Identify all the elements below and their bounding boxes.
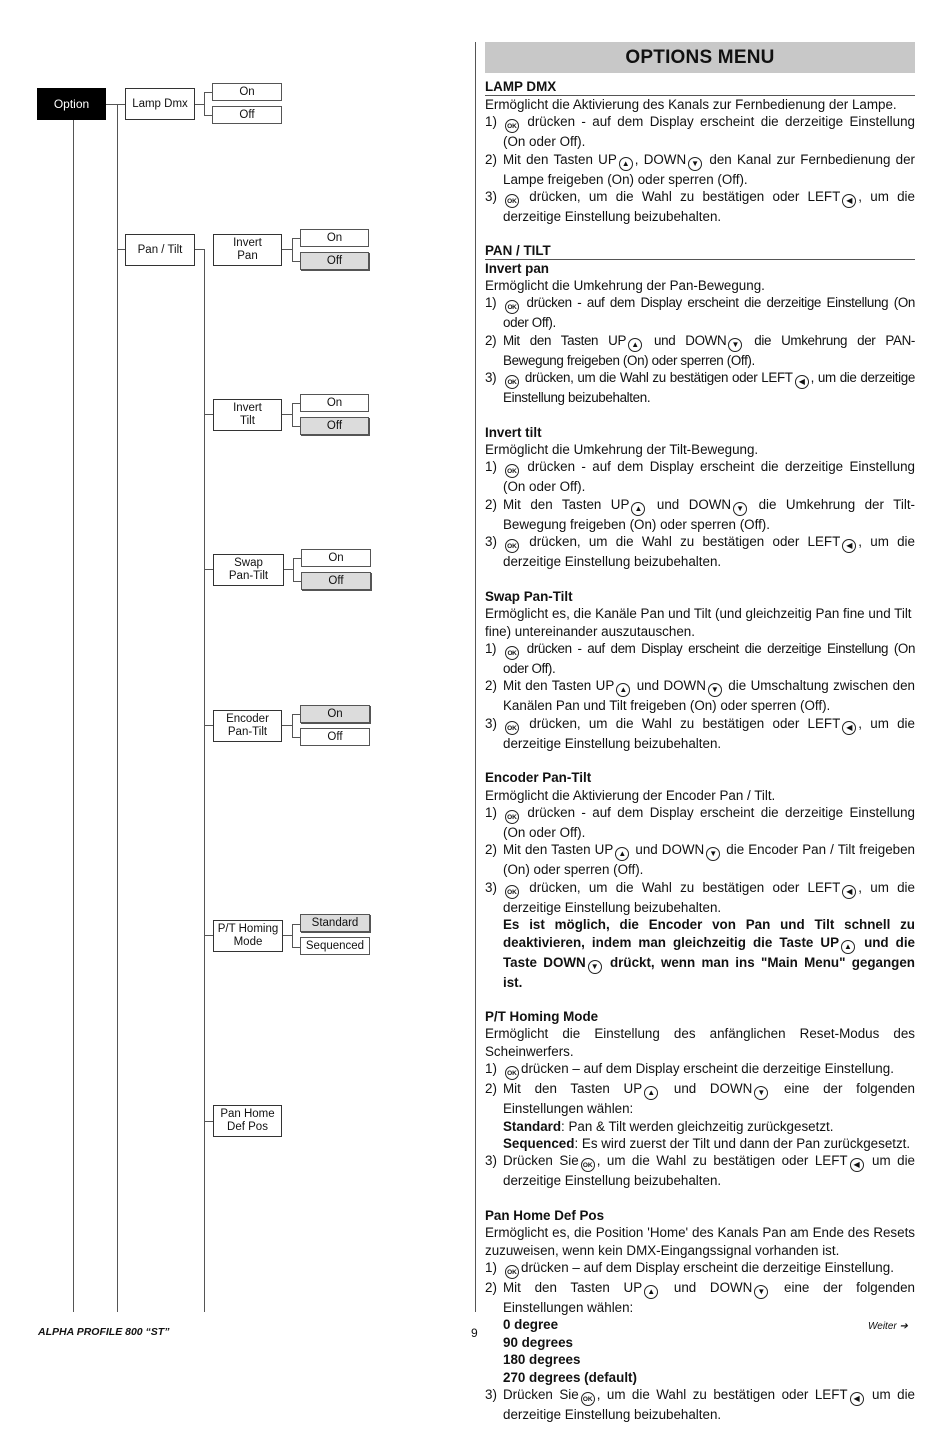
tree-line	[106, 104, 126, 105]
ok-button-icon: OK	[505, 885, 519, 899]
left-arrow-icon: ◀	[842, 539, 856, 553]
section-invert-tilt	[485, 424, 915, 571]
up-arrow-icon: ▲	[615, 847, 629, 861]
up-arrow-icon: ▲	[619, 157, 633, 171]
step: 2) Mit den Tasten UP ▲ und DOWN ▼ eine der folgenden Einstellungen wählen: 0 degree 90 degrees 180 degrees 270 degrees (default)	[485, 1280, 915, 1385]
down-arrow-icon: ▼	[754, 1285, 768, 1299]
option-homing-standard: Standard	[300, 914, 370, 932]
tree-line	[73, 120, 74, 1312]
step: 1) OK drücken – auf dem Display erscheint die derzeitige Einstellung.	[485, 1060, 915, 1080]
tree-line	[204, 249, 205, 1312]
footer-continue: Weiter ➔	[868, 1321, 908, 1332]
menu-tree	[0, 0, 470, 1353]
section-pt-homing-mode	[485, 1008, 915, 1190]
step: 3) OK drücken, um die Wahl zu bestätigen oder LEFT ◀ , um die derzeitige Einstellung beizubehalten.	[485, 534, 915, 570]
ok-button-icon: OK	[505, 300, 519, 314]
menu-title: OPTIONS MENU	[485, 42, 915, 73]
down-arrow-icon: ▼	[708, 683, 722, 697]
option-swap-off: Off	[301, 572, 371, 590]
section-heading: LAMP DMX	[485, 79, 915, 96]
tree-line	[292, 714, 293, 738]
step: 2) Mit den Tasten UP ▲ und DOWN ▼ eine der folgenden Einstellungen wählen: Standard: Pan & Tilt werden gleichzeitig zurückgesetzt. Sequenced: Es wird zuerst der Tilt und dann der Pan zurückgesetzt.	[485, 1081, 915, 1151]
option-invert-tilt-off: Off	[300, 417, 369, 435]
section-lamp-dmx	[485, 79, 915, 226]
tree-line	[292, 924, 293, 948]
ok-button-icon: OK	[581, 1158, 595, 1172]
ok-button-icon: OK	[505, 1265, 519, 1279]
step: 2) Mit den Tasten UP ▲ und DOWN ▼ die Umschaltung zwischen den Kanälen Pan und Tilt freigeben (On) oder sperren (Off).	[485, 678, 915, 714]
subsection-heading: Swap Pan-Tilt	[485, 588, 573, 604]
step: 1) OK drücken - auf dem Display erscheint die derzeitige Einstellung (On oder Off).	[485, 804, 915, 840]
ok-button-icon: OK	[505, 1066, 519, 1080]
section-intro: Ermöglicht die Umkehrung der Tilt-Bewegung.	[485, 442, 759, 458]
tree-line	[293, 558, 294, 582]
down-arrow-icon: ▼	[588, 960, 602, 974]
left-arrow-icon: ◀	[850, 1392, 864, 1406]
encoder-note: Es ist möglich, die Encoder von Pan und Tilt schnell zu deaktivieren, indem man gleichzeitig die Taste UP ▲ und die Taste DOWN ▼ drückt, wenn man ins "Main Menu" gegangen ist.	[503, 917, 916, 990]
tree-node-pan-tilt: Pan / Tilt	[125, 234, 195, 266]
step: 3) OK drücken, um die Wahl zu bestätigen oder LEFT ◀ , um die derzeitige Einstellung beizubehalten.	[485, 189, 915, 225]
tree-line	[204, 1121, 213, 1122]
step: 1) OK drücken - auf dem Display erscheint die derzeitige Einstellung (On oder Off).	[485, 459, 915, 495]
ok-button-icon: OK	[581, 1392, 595, 1406]
left-arrow-icon: ◀	[842, 721, 856, 735]
section-intro: Ermöglicht die Aktivierung der Encoder Pan / Tilt.	[485, 787, 776, 803]
subsection-heading: Pan Home Def Pos	[485, 1207, 605, 1223]
tree-line	[204, 725, 213, 726]
column-divider	[475, 42, 476, 1312]
option-encoder-on: On	[300, 705, 370, 723]
step: 2) Mit den Tasten UP ▲ , DOWN ▼ den Kanal zur Fernbedienung der Lampe freigeben (On) oder sperren (Off).	[485, 151, 915, 187]
step: 3) Drücken Sie OK , um die Wahl zu bestätigen oder LEFT ◀ um die derzeitige Einstellung beizubehalten.	[485, 1387, 915, 1423]
footer-product-name: ALPHA PROFILE 800 “ST”	[38, 1326, 170, 1338]
step: 3) OK drücken, um die Wahl zu bestätigen oder LEFT ◀ , um die derzeitige Einstellung beizubehalten.	[485, 715, 915, 751]
tree-line	[292, 238, 293, 262]
section-invert-pan	[485, 243, 915, 407]
ok-button-icon: OK	[505, 539, 519, 553]
step: 3) Drücken Sie OK , um die Wahl zu bestätigen oder LEFT ◀ um die derzeitige Einstellung beizubehalten.	[485, 1153, 915, 1189]
ok-button-icon: OK	[505, 375, 519, 389]
section-pan-home-def-pos	[485, 1207, 915, 1424]
section-intro: Ermöglicht die Aktivierung des Kanals zur Fernbedienung der Lampe.	[485, 97, 897, 112]
step: 2) Mit den Tasten UP ▲ und DOWN ▼ die Encoder Pan / Tilt freigeben (On) oder sperren (Off).	[485, 842, 915, 878]
subsection-heading: P/T Homing Mode	[485, 1008, 599, 1024]
left-arrow-icon: ◀	[850, 1158, 864, 1172]
up-arrow-icon: ▲	[841, 940, 855, 954]
section-swap-pan-tilt	[485, 588, 915, 752]
section-intro: Ermöglicht es, die Position 'Home' des Kanals Pan am Ende des Resets zuzuweisen, wenn kein DMX-Eingangssignal vorhanden ist.	[485, 1225, 915, 1258]
tree-line	[292, 403, 293, 427]
subsection-heading: Invert pan	[485, 260, 549, 276]
ok-button-icon: OK	[505, 646, 519, 660]
page-number: 9	[471, 1326, 478, 1340]
option-invert-pan-off: Off	[300, 252, 369, 270]
option-lamp-off: Off	[212, 106, 282, 124]
ok-button-icon: OK	[505, 810, 519, 824]
ok-button-icon: OK	[505, 464, 519, 478]
subsection-heading: Invert tilt	[485, 424, 542, 440]
left-arrow-icon: ◀	[842, 885, 856, 899]
ok-button-icon: OK	[505, 119, 519, 133]
option-lamp-on: On	[212, 83, 282, 101]
section-encoder-pan-tilt	[485, 769, 915, 991]
section-heading: PAN / TILT	[485, 243, 915, 260]
option-invert-pan-on: On	[300, 229, 369, 247]
step: 3) OK drücken, um die Wahl zu bestätigen oder LEFT ◀ , um die derzeitige Einstellung beizubehalten. Es ist möglich, die Encoder von Pan und Tilt schnell zu deaktivieren, indem man gleichzeitig die Taste UP ▲ und die Taste DOWN ▼ drückt, wenn man ins "Main Menu" gegangen ist.	[485, 879, 916, 990]
option-invert-tilt-on: On	[300, 394, 369, 412]
step: 1) OK drücken - auf dem Display erscheint die derzeitige Einstellung (On oder Off).	[485, 295, 915, 331]
left-arrow-icon: ◀	[795, 375, 809, 389]
ok-button-icon: OK	[505, 194, 519, 208]
tree-node-invert-pan: Invert Pan	[213, 234, 282, 266]
tree-line	[204, 935, 213, 936]
tree-root-option: Option	[37, 88, 106, 120]
section-intro: Ermöglicht es, die Kanäle Pan und Tilt (und gleichzeitig Pan fine und Tilt fine) untereinander auszutauschen.	[485, 606, 912, 639]
tree-node-swap-pan-tilt: Swap Pan-Tilt	[213, 554, 284, 586]
section-intro: Ermöglicht die Umkehrung der Pan-Bewegung.	[485, 278, 765, 294]
tree-node-encoder-pan-tilt: Encoder Pan-Tilt	[213, 710, 282, 742]
tree-line	[204, 569, 213, 570]
step: 2) Mit den Tasten UP ▲ und DOWN ▼ die Umkehrung der PAN-Bewegung freigeben (On) oder sperren (Off).	[485, 332, 915, 368]
down-arrow-icon: ▼	[754, 1086, 768, 1100]
option-homing-sequenced: Sequenced	[300, 937, 370, 955]
ok-button-icon: OK	[505, 721, 519, 735]
up-arrow-icon: ▲	[644, 1285, 658, 1299]
up-arrow-icon: ▲	[616, 683, 630, 697]
options-menu-text	[485, 42, 915, 1440]
tree-line	[117, 249, 125, 250]
tree-line	[204, 414, 213, 415]
tree-line	[204, 92, 205, 116]
option-encoder-off: Off	[300, 728, 370, 746]
up-arrow-icon: ▲	[628, 338, 642, 352]
step: 3) OK drücken, um die Wahl zu bestätigen oder LEFT ◀ , um die derzeitige Einstellung beizubehalten.	[485, 370, 915, 406]
step: 1) OK drücken - auf dem Display erscheint die derzeitige Einstellung (On oder Off).	[485, 640, 915, 676]
left-arrow-icon: ◀	[842, 194, 856, 208]
up-arrow-icon: ▲	[631, 502, 645, 516]
step: 2) Mit den Tasten UP ▲ und DOWN ▼ die Umkehrung der Tilt-Bewegung freigeben (On) oder sperren (Off).	[485, 496, 915, 532]
step: 1) OK drücken - auf dem Display erscheint die derzeitige Einstellung (On oder Off).	[485, 114, 915, 150]
down-arrow-icon: ▼	[733, 502, 747, 516]
subsection-heading: Encoder Pan-Tilt	[485, 770, 592, 786]
down-arrow-icon: ▼	[706, 847, 720, 861]
tree-node-pan-home-def-pos: Pan Home Def Pos	[213, 1105, 282, 1137]
up-arrow-icon: ▲	[644, 1086, 658, 1100]
step: 1) OK drücken – auf dem Display erscheint die derzeitige Einstellung.	[485, 1259, 915, 1279]
option-swap-on: On	[301, 549, 371, 567]
tree-node-invert-tilt: Invert Tilt	[213, 399, 282, 431]
down-arrow-icon: ▼	[688, 157, 702, 171]
down-arrow-icon: ▼	[728, 338, 742, 352]
tree-node-pt-homing-mode: P/T Homing Mode	[213, 920, 283, 952]
tree-line	[117, 104, 118, 1312]
section-intro: Ermöglicht die Einstellung des anfänglichen Reset-Modus des Scheinwerfers.	[485, 1026, 915, 1059]
tree-node-lamp-dmx: Lamp Dmx	[125, 88, 195, 120]
